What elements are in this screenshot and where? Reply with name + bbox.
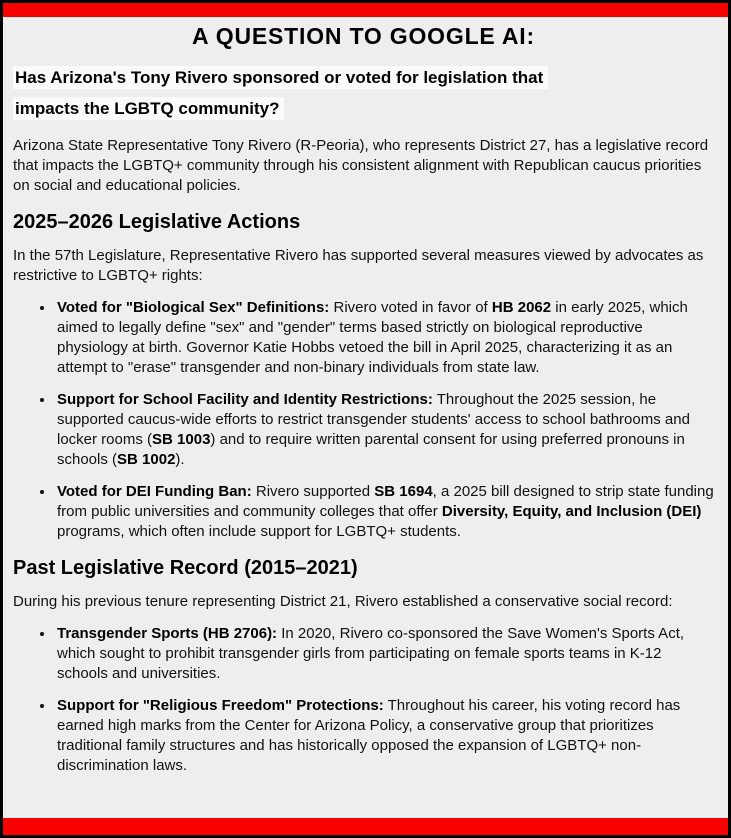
bullet-bold-text: HB 2062 — [491, 299, 552, 316]
bottom-red-bar — [3, 818, 728, 835]
bullet-bold-text: Transgender Sports (HB 2706): — [57, 625, 278, 642]
bullet-text: Throughout the 2025 session, he supported caucus-wide efforts to restrict transgender students' access to school bathrooms and locker rooms ( — [57, 391, 690, 448]
question-text-highlight: impacts the LGBTQ community? — [13, 97, 284, 120]
section-past-record — [13, 556, 714, 776]
list-item — [55, 482, 714, 542]
list-item — [55, 390, 714, 470]
question-line-1 — [13, 62, 714, 93]
bullet-list — [13, 298, 714, 542]
list-item — [55, 696, 714, 776]
bullet-bold-text: Support for School Facility and Identity Restrictions: — [57, 391, 433, 408]
section-lead-paragraph: During his previous tenure representing District 21, Rivero established a conservative social record: — [13, 593, 673, 610]
bullet-text: ). — [175, 451, 185, 468]
top-red-bar — [3, 3, 728, 17]
bullet-text: ) and to require written parental consent for using preferred pronouns in schools ( — [57, 431, 685, 468]
section-lead-paragraph: In the 57th Legislature, Representative Rivero has supported several measures viewed by advocates as restrictive to LGBTQ+ rights: — [13, 247, 704, 284]
section-heading: Past Legislative Record (2015–2021) — [13, 557, 358, 579]
bullet-list — [13, 624, 714, 776]
bullet-bold-text: Voted for DEI Funding Ban: — [57, 483, 252, 500]
bullet-bold-text: Diversity, Equity, and Inclusion (DEI) — [441, 503, 702, 520]
bullet-bold-text: Voted for "Biological Sex" Definitions: — [57, 299, 330, 316]
content-area — [3, 17, 728, 818]
bullet-text: Rivero voted in favor of — [329, 299, 492, 316]
bullet-text: In 2020, Rivero co-sponsored the Save Women's Sports Act, which sought to prohibit transgender girls from participating on female sports teams in K-12 schools and universities. — [57, 625, 685, 682]
bullet-text: Throughout his career, his voting record has earned high marks from the Center for Arizona Policy, a conservative group that prioritizes traditional family structures and has historically opposed the expansion of LGBTQ+ non-discrimination laws. — [57, 697, 681, 774]
page-title: A QUESTION TO GOOGLE AI: — [192, 23, 535, 49]
bullet-text: in early 2025, which aimed to legally define "sex" and "gender" terms based strictly on biological reproductive physiology at birth. Governor Katie Hobbs vetoed the bill in April 2025, characterizing it as an attempt to "erase" transgender and non-binary individuals from state law. — [57, 299, 688, 376]
bullet-bold-text: Support for "Religious Freedom" Protections: — [57, 697, 384, 714]
question-text-highlight: Has Arizona's Tony Rivero sponsored or voted for legislation that — [13, 66, 548, 89]
bullet-text: Rivero supported — [251, 483, 375, 500]
bullet-text: programs, which often include support for LGBTQ+ students. — [57, 523, 461, 540]
section-heading: 2025–2026 Legislative Actions — [13, 211, 301, 233]
question-line-2 — [13, 93, 714, 124]
question-heading — [13, 62, 714, 124]
list-item — [55, 624, 714, 684]
bullet-bold-text: SB 1002 — [117, 451, 176, 468]
bullet-bold-text: SB 1694 — [374, 483, 433, 500]
intro-paragraph: Arizona State Representative Tony Rivero (R-Peoria), who represents District 27, has a legislative record that impacts the LGBTQ+ community through his consistent alignment with Republican caucus priorities on social and educational policies. — [13, 137, 709, 194]
bullet-bold-text: SB 1003 — [152, 431, 211, 448]
section-2025-2026-actions — [13, 210, 714, 542]
bullet-text: , a 2025 bill designed to strip state funding from public universities and community colleges that offer — [57, 483, 714, 520]
list-item — [55, 298, 714, 378]
